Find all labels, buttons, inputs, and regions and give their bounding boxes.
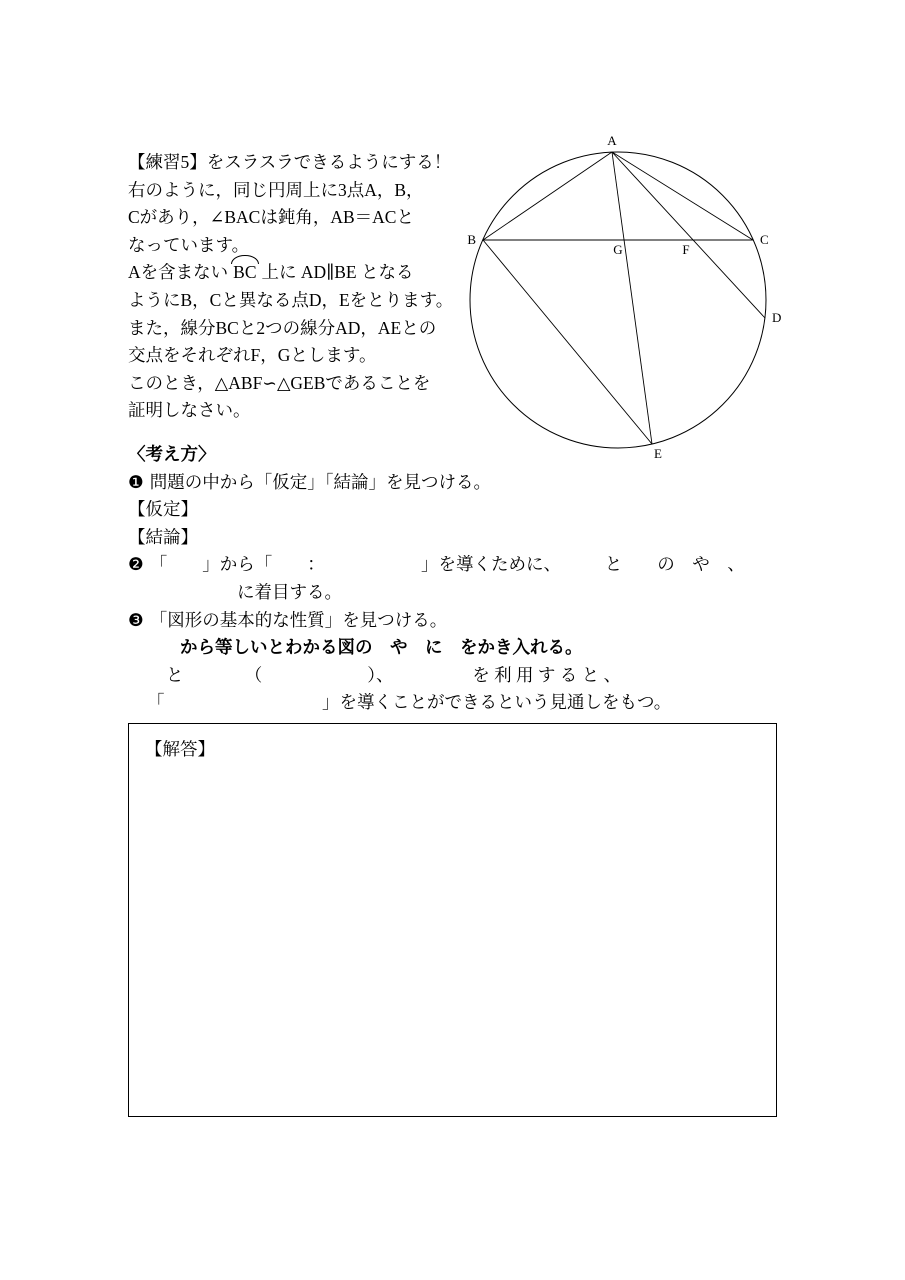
point-label-b: B — [467, 232, 476, 247]
step-2-marker: ❷ — [128, 554, 144, 575]
geometry-diagram — [452, 131, 797, 471]
point-label-c: C — [760, 232, 769, 247]
arc-over-bc — [232, 259, 257, 287]
arc-text: BC — [233, 262, 257, 283]
problem-line-arc — [128, 259, 488, 287]
segment-ac — [612, 152, 753, 240]
problem-line: 交点をそれぞれF，Gとします。 — [128, 345, 377, 366]
approach-step-3 — [128, 607, 808, 635]
problem-title: 【練習5】をスラスラできるようにする！ — [128, 152, 452, 172]
problem-line: なっています。 — [128, 234, 250, 255]
step-2-text: 「 」から「 ： 」を導くために、 と の や 、 — [149, 554, 745, 575]
point-label-e: E — [654, 446, 662, 461]
arc-line-pre: Aを含まない — [128, 262, 229, 283]
step-1-marker: ❶ — [128, 471, 144, 492]
answer-label: 【解答】 — [145, 739, 215, 759]
step-3-line-2: と （ ）、 を 利 用 す る と 、 — [166, 664, 621, 685]
approach-step-1 — [128, 469, 808, 497]
arc-line-post: 上に AD∥BE となる — [261, 262, 414, 283]
step-1-text: 問題の中から「仮定」「結論」を見つける。 — [149, 471, 491, 492]
problem-line: ようにB，Cと異なる点D，Eをとります。 — [128, 289, 454, 310]
assumption-label: 【仮定】 — [128, 499, 198, 520]
approach-heading: 〈考え方〉 — [128, 444, 216, 464]
point-label-f: F — [682, 242, 690, 257]
circle-figure — [452, 131, 797, 471]
approach-step-2 — [128, 551, 808, 579]
step-3-text: 「図形の基本的な性質」を見つける。 — [149, 609, 448, 630]
segment-ae — [612, 152, 652, 444]
point-label-g: G — [613, 242, 623, 257]
step-2-continuation: に着目する。 — [237, 581, 342, 602]
problem-line: このとき，△ABF∽△GEBであることを — [128, 372, 431, 393]
segment-ab — [483, 152, 612, 240]
step-3-bold-note: から等しいとわかる図の や に をかき入れる。 — [180, 637, 583, 658]
point-label-a: A — [607, 133, 617, 148]
approach-section — [128, 441, 808, 717]
segment-ad — [612, 152, 765, 318]
problem-line: また，線分BCと2つの線分AD，AEとの — [128, 317, 437, 338]
answer-box — [128, 723, 777, 1117]
problem-line: 証明しなさい。 — [128, 400, 251, 421]
point-label-d: D — [772, 310, 782, 325]
step-3-line-3: 「 」を導くことができるという見通しをもつ。 — [147, 692, 672, 713]
problem-line: Cがあり，∠BACは鈍角，AB＝ACと — [128, 207, 414, 228]
problem-line: 右のように，同じ円周上に3点A，B， — [128, 179, 424, 200]
conclusion-label: 【結論】 — [128, 526, 198, 547]
step-3-marker: ❸ — [128, 609, 144, 630]
problem-statement — [128, 149, 488, 425]
segment-be — [483, 240, 652, 444]
